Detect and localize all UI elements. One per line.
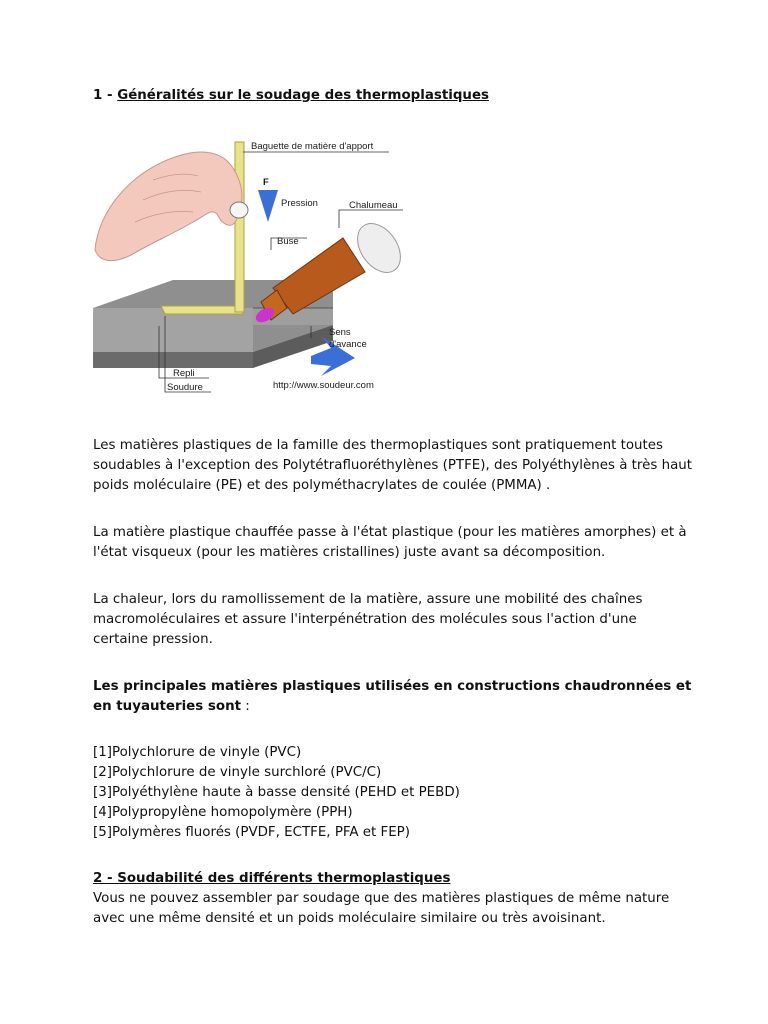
weld-bead [161,306,243,314]
section-1-number: 1 - [93,88,118,103]
plate-front-side [93,352,253,368]
paragraph-weldability: Vous ne pouvez assembler par soudage que des matières plastiques de même nature avec une même densité et un poids moléculaire similaire ou très avoisinant. [93,891,670,926]
url-label: http://www.soudeur.com [273,380,374,391]
list-item: [3]Polyéthylène haute à basse densité (PEHD et PEBD) [93,785,460,800]
list-item: [4]Polypropylène homopolymère (PPH) [93,805,353,820]
section-1-title: Généralités sur le soudage des thermoplastiques [117,88,489,103]
avance-label: d'avance [329,339,367,350]
main-materials-colon: : [241,699,250,714]
force-arrow [258,190,278,222]
buse-label: Buse [277,236,299,247]
list-item: [2]Polychlorure de vinyle surchloré (PVC/C) [93,765,382,780]
fingertip [230,202,248,218]
main-materials-bold: Les principales matières plastiques utilisées en constructions chaudronnées et en tuyauteries sont [93,679,692,714]
list-item: [5]Polymères fluorés (PVDF, ECTFE, PFA et FEP) [93,825,410,840]
section-2-heading: 2 - Soudabilité des différents thermoplastiques [93,871,451,886]
paragraph-heat-mobility: La chaleur, lors du ramollissement de la matière, assure une mobilité des chaînes macromoléculaires et assure l'interpénétration des molécules sous l'action d'une certaine pression. [93,592,643,647]
chalumeau-label: Chalumeau [349,200,398,211]
welding-diagram [93,130,413,400]
paragraph-main-materials [93,677,693,717]
paragraph-heated-state: La matière plastique chauffée passe à l'état plastique (pour les matières amorphes) et à l'état visqueux (pour les matières cristallines) juste avant sa décomposition. [93,525,687,560]
plate-front-top [93,308,253,352]
pressure-label: Pression [281,198,318,209]
paragraph-weldable-materials: Les matières plastiques de la famille des thermoplastiques sont pratiquement toutes soudables à l'exception des Polytétrafluoréthylènes (PTFE), des Polyéthylènes à très haut poids moléculaire (PE) et des polyméthacrylates de coulée (PMMA) . [93,438,693,493]
hand [95,152,242,261]
sens-label: Sens [329,327,351,338]
force-label: F [263,177,269,188]
welding-illustration [93,130,413,400]
filler-rod [235,142,244,312]
section-1-heading [93,86,489,106]
baguette-label: Baguette de matière d'apport [251,141,374,152]
soudure-label: Soudure [167,382,203,393]
repli-label: Repli [173,368,195,379]
materials-list [93,743,693,843]
list-item: [1]Polychlorure de vinyle (PVC) [93,745,302,760]
